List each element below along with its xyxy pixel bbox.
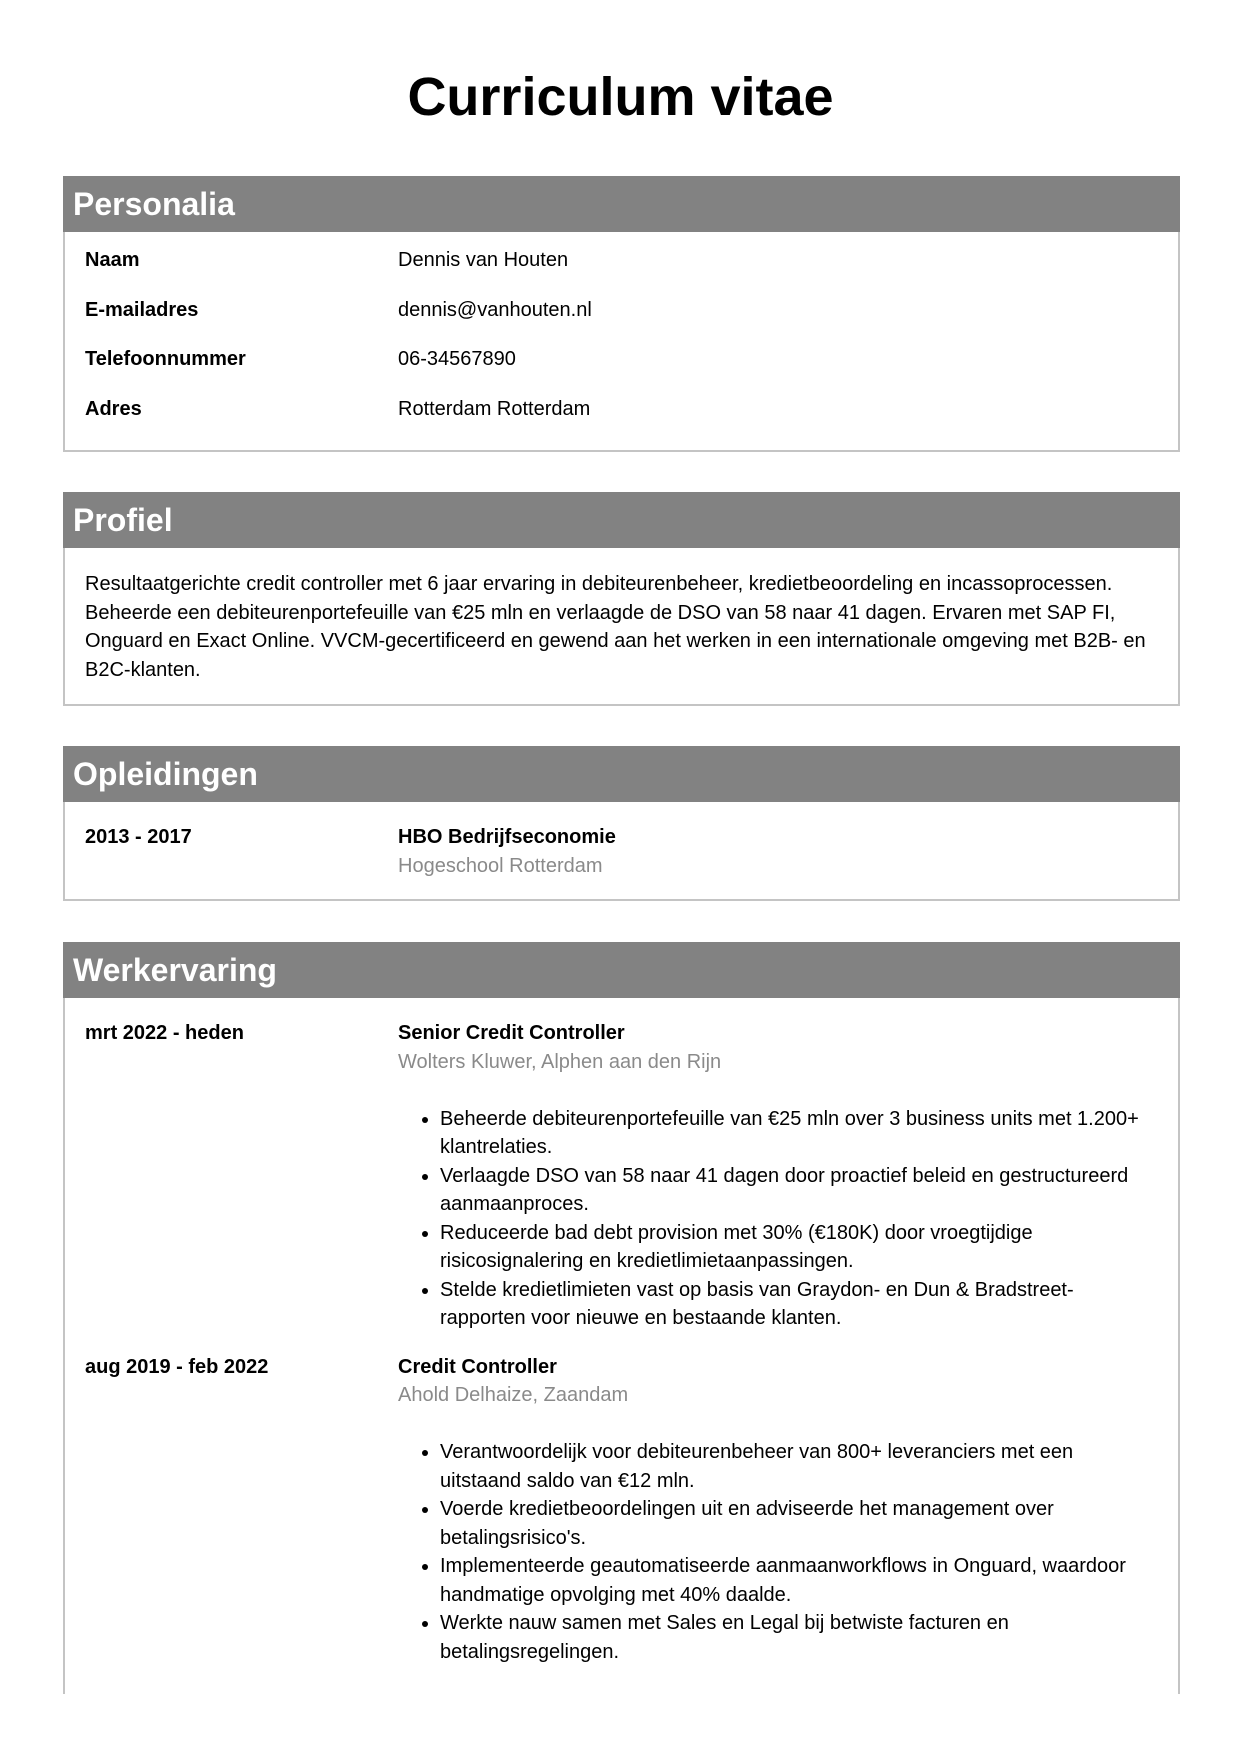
list-item: • Reduceerde bad debt provision met 30% (€180K) door vroegtijdige risicosignalering en kredietlimietaanpassingen. [440,1219,1158,1276]
list-item: • Verlaagde DSO van 58 naar 41 dagen door proactief beleid en gestructureerd aanmaanproces. [440,1162,1158,1219]
list-item: • Verantwoordelijk voor debiteurenbeheer van 800+ leveranciers met een uitstaand saldo van €12 mln. [440,1438,1158,1495]
list-item: • Werkte nauw samen met Sales en Legal bij betwiste facturen en betalingsregelingen. [440,1609,1158,1666]
work-company: Wolters Kluwer, Alphen aan den Rijn [398,1050,722,1073]
field-label: Adres [85,397,142,420]
work-period: aug 2019 - feb 2022 [85,1355,269,1378]
section-heading-opleidingen: Opleidingen [63,746,1180,802]
field-value: 06-34567890 [398,348,516,370]
field-label: Telefoonnummer [85,348,246,370]
education-entry [65,823,1178,880]
section-opleidingen [63,746,1180,901]
list-item: • Implementeerde geautomatiseerde aanmaanworkflows in Onguard, waardoor handmatige opvolging met 40% daalde. [440,1552,1158,1609]
work-title: Credit Controller [398,1355,557,1378]
section-heading-personalia: Personalia [63,176,1180,232]
list-item: • Stelde kredietlimieten vast op basis van Graydon- en Dun & Bradstreet-rapporten voor nieuwe en bestaande klanten. [440,1276,1158,1333]
education-period: 2013 - 2017 [85,826,192,848]
section-heading-profiel: Profiel [63,492,1180,548]
section-heading-werkervaring: Werkervaring [63,942,1180,998]
education-institution: Hogeschool Rotterdam [398,854,603,877]
education-title: HBO Bedrijfseconomie [398,826,616,848]
list-item: • Voerde kredietbeoordelingen uit en adviseerde het management over betalingsrisico's. [440,1495,1158,1552]
section-profiel [63,492,1180,706]
work-entry [65,1019,1178,1333]
page-title: Curriculum vitae [407,67,834,127]
work-achievements-list [398,1438,1158,1666]
section-personalia [63,176,1180,452]
field-value: Dennis van Houten [398,249,569,271]
list-item: • Beheerde debiteurenportefeuille van €25 mln over 3 business units met 1.200+ klantrelaties. [440,1105,1158,1162]
personal-row-phone [65,335,1178,385]
profile-summary: Resultaatgerichte credit controller met 6 jaar ervaring in debiteurenbeheer, kredietbeoordeling en incassoprocessen. Beheerde een debiteurenportefeuille van €25 mln en verlaagde de DSO van 58 naar 41 dagen. Ervaren met SAP FI, Onguard en Exact Online. VVCM-gecertificeerd en gewend aan het werken in een internationale omgeving met B2B- en B2C-klanten. [85,573,1146,681]
field-label: E-mailadres [85,298,199,321]
work-entry [65,1353,1178,1667]
personal-row-name [65,236,1178,286]
work-title: Senior Credit Controller [398,1022,625,1044]
field-value: Rotterdam Rotterdam [398,397,591,420]
personal-row-email [65,286,1178,336]
work-period: mrt 2022 - heden [85,1022,244,1044]
field-label: Naam [85,249,140,271]
section-werkervaring [63,942,1180,1694]
work-company: Ahold Delhaize, Zaandam [398,1384,629,1406]
field-value: dennis@vanhouten.nl [398,298,592,321]
personal-row-address [65,385,1178,435]
work-achievements-list [398,1105,1158,1333]
